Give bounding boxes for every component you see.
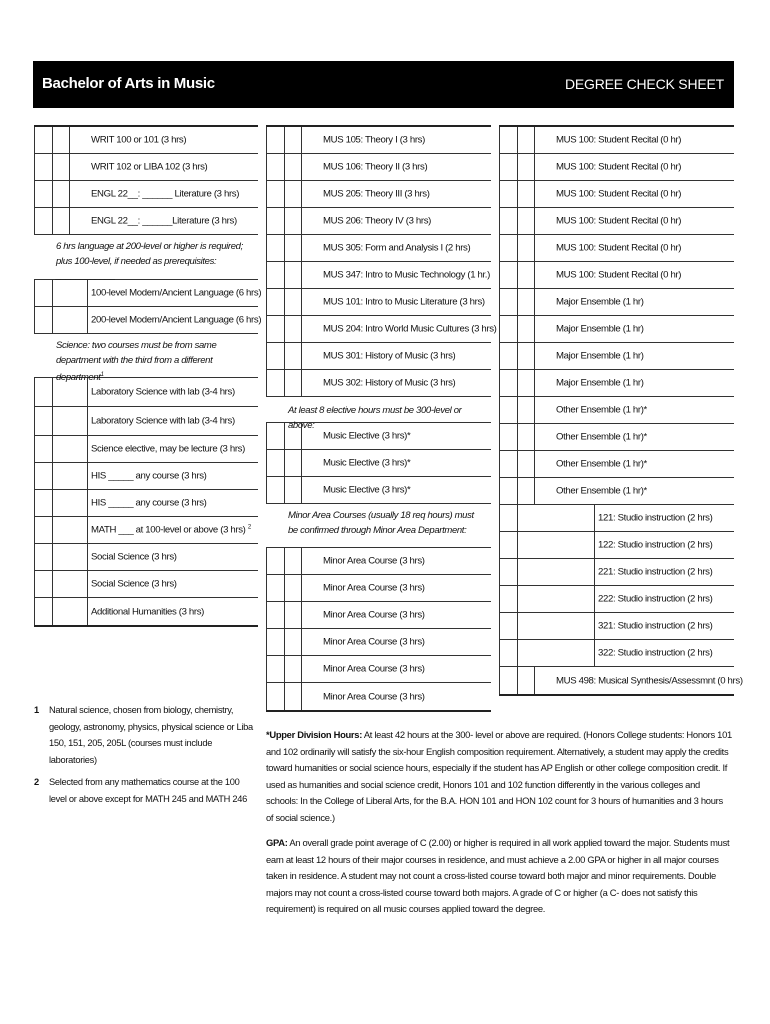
checkbox[interactable] (266, 289, 284, 315)
music-core-column (266, 125, 497, 712)
course-row[interactable]: Science elective, may be lecture (3 hrs) (34, 436, 258, 463)
checkbox[interactable] (52, 407, 88, 435)
checkbox[interactable] (499, 505, 517, 531)
checkbox[interactable] (52, 571, 88, 597)
course-row[interactable]: 122: Studio instruction (2 hrs) (499, 532, 734, 559)
checkbox[interactable] (284, 316, 302, 342)
course-row[interactable]: 221: Studio instruction (2 hrs) (499, 559, 734, 586)
checkbox[interactable] (34, 517, 52, 543)
checkbox[interactable] (499, 424, 517, 450)
checkbox[interactable] (284, 343, 302, 369)
checkbox[interactable] (266, 154, 284, 180)
course-row[interactable]: WRIT 100 or 101 (3 hrs) (34, 127, 258, 154)
checkbox[interactable] (266, 181, 284, 207)
checkbox[interactable] (517, 613, 595, 639)
checkbox[interactable] (52, 544, 88, 570)
checkbox[interactable] (266, 343, 284, 369)
course-row[interactable]: MUS 205: Theory III (3 hrs) (266, 181, 491, 208)
checkbox[interactable] (517, 586, 595, 612)
checkbox[interactable] (52, 181, 70, 207)
course-row[interactable]: MUS 100: Student Recital (0 hr) (499, 208, 734, 235)
course-row[interactable]: ENGL 22__: ______ Literature (3 hrs) (34, 181, 258, 208)
checkbox[interactable] (34, 490, 52, 516)
checkbox[interactable] (266, 602, 284, 628)
course-row[interactable]: Music Elective (3 hrs)* (266, 423, 491, 450)
sheet-label: DEGREE CHECK SHEET (565, 76, 724, 92)
checkbox[interactable] (34, 378, 52, 406)
checkbox[interactable] (266, 262, 284, 288)
checkbox[interactable] (34, 463, 52, 489)
performance-column (499, 125, 743, 696)
course-row[interactable]: MUS 498: Musical Synthesis/Assessmnt (0 hrs) (499, 667, 734, 694)
checkbox[interactable] (517, 478, 535, 504)
checkbox[interactable] (34, 280, 52, 306)
checkbox[interactable] (517, 370, 535, 396)
checkbox[interactable] (266, 423, 284, 449)
checkbox[interactable] (52, 280, 88, 306)
checkbox[interactable] (517, 505, 595, 531)
checkbox[interactable] (284, 181, 302, 207)
checkbox[interactable] (499, 370, 517, 396)
checkbox[interactable] (34, 598, 52, 625)
course-row[interactable]: Major Ensemble (1 hr) (499, 289, 734, 316)
checkbox[interactable] (499, 667, 517, 694)
checkbox[interactable] (34, 307, 52, 333)
checkbox[interactable] (499, 208, 517, 234)
checkbox[interactable] (517, 397, 535, 423)
course-row[interactable]: MUS 204: Intro World Music Cultures (3 hrs) (266, 316, 491, 343)
checkbox[interactable] (284, 154, 302, 180)
course-row[interactable]: Music Elective (3 hrs)* (266, 477, 491, 504)
minor-note: Minor Area Courses (usually 18 req hours) must be confirmed through Minor Area Department: (266, 504, 491, 548)
checkbox[interactable] (284, 656, 302, 682)
checkbox[interactable] (284, 548, 302, 574)
checkbox[interactable] (34, 208, 52, 234)
gpa-note: GPA: An overall grade point average of C (2.00) or higher is required in all work applied toward the major. Students must earn at least 12 hours of their major courses in residence, and must achieve a 2.00 GPA or higher in all major courses taken in residence. A student may not count a cross-listed course toward both major and minor requirements. Double majors may not count a cross-listed course toward both majors. A grade of C or higher (a C- does not satisfy this requirement) is required on all music courses applied toward the degree. (266, 837, 730, 914)
course-row[interactable]: Minor Area Course (3 hrs) (266, 602, 491, 629)
course-row[interactable]: MUS 101: Intro to Music Literature (3 hrs) (266, 289, 491, 316)
checkbox[interactable] (499, 262, 517, 288)
checkbox[interactable] (52, 154, 70, 180)
checkbox[interactable] (499, 181, 517, 207)
checkbox[interactable] (284, 208, 302, 234)
checkbox[interactable] (266, 235, 284, 261)
course-row[interactable]: MUS 206: Theory IV (3 hrs) (266, 208, 491, 235)
checkbox[interactable] (517, 640, 595, 666)
language-note: 6 hrs language at 200-level or higher is required; plus 100-level, if needed as prerequisites: ____________ (34, 235, 258, 280)
checkbox[interactable] (517, 424, 535, 450)
course-row[interactable]: MUS 301: History of Music (3 hrs) (266, 343, 491, 370)
course-row[interactable]: MUS 106: Theory II (3 hrs) (266, 154, 491, 181)
course-row[interactable]: Other Ensemble (1 hr)* (499, 424, 734, 451)
checkbox[interactable] (499, 613, 517, 639)
checkbox[interactable] (499, 451, 517, 477)
checkbox[interactable] (34, 127, 52, 153)
checkbox[interactable] (517, 289, 535, 315)
course-row[interactable]: Minor Area Course (3 hrs) (266, 575, 491, 602)
course-row[interactable]: MUS 100: Student Recital (0 hr) (499, 262, 734, 289)
course-row[interactable]: HIS _____ any course (3 hrs) (34, 490, 258, 517)
course-row[interactable]: Major Ensemble (1 hr) (499, 343, 734, 370)
footnote: 1 Natural science, chosen from biology, chemistry, geology, astronomy, physics, physical science or Liba 150, 151, 205, 205L (courses must include laboratories) (34, 705, 253, 765)
checkbox[interactable] (34, 154, 52, 180)
checkbox[interactable] (34, 407, 52, 435)
checkbox[interactable] (34, 181, 52, 207)
checkbox[interactable] (499, 397, 517, 423)
checkbox[interactable] (499, 127, 517, 153)
checkbox[interactable] (517, 532, 595, 558)
course-row[interactable]: Laboratory Science with lab (3-4 hrs) (34, 378, 258, 407)
checkbox[interactable] (517, 154, 535, 180)
course-row[interactable]: Minor Area Course (3 hrs) (266, 656, 491, 683)
checkbox[interactable] (499, 289, 517, 315)
course-row[interactable]: Additional Humanities (3 hrs) (34, 598, 258, 625)
checkbox[interactable] (266, 656, 284, 682)
checkbox[interactable] (266, 629, 284, 655)
checkbox[interactable] (284, 370, 302, 396)
checkbox[interactable] (266, 477, 284, 503)
checkbox[interactable] (34, 436, 52, 462)
course-row[interactable]: 222: Studio instruction (2 hrs) (499, 586, 734, 613)
checkbox[interactable] (34, 571, 52, 597)
course-row[interactable]: 321: Studio instruction (2 hrs) (499, 613, 734, 640)
course-row[interactable]: MUS 105: Theory I (3 hrs) (266, 127, 491, 154)
checkbox[interactable] (499, 478, 517, 504)
checkbox[interactable] (284, 289, 302, 315)
course-row[interactable]: 100-level Modern/Ancient Language (6 hrs) (34, 280, 258, 307)
footnote: 2 Selected from any mathematics course at the 100 level or above except for MATH 245 and MATH 246 (34, 777, 247, 804)
checkbox[interactable] (52, 378, 88, 406)
checkbox[interactable] (266, 575, 284, 601)
course-row[interactable]: MATH ___ at 100-level or above (3 hrs) $^2$ (34, 517, 258, 544)
checkbox[interactable] (517, 559, 595, 585)
course-row[interactable]: HIS _____ any course (3 hrs) (34, 463, 258, 490)
course-row[interactable]: MUS 305: Form and Analysis I (2 hrs) (266, 235, 491, 262)
course-row[interactable]: MUS 100: Student Recital (0 hr) (499, 127, 734, 154)
course-row[interactable]: Laboratory Science with lab (3-4 hrs) (34, 407, 258, 436)
checkbox[interactable] (52, 208, 70, 234)
course-row[interactable]: Music Elective (3 hrs)* (266, 450, 491, 477)
course-row[interactable]: Social Science (3 hrs) (34, 544, 258, 571)
course-row[interactable]: Social Science (3 hrs) (34, 571, 258, 598)
course-row[interactable]: Other Ensemble (1 hr)* (499, 478, 734, 505)
header-banner (33, 61, 734, 108)
checkbox[interactable] (284, 262, 302, 288)
checkbox[interactable] (52, 127, 70, 153)
upper-division-note: *Upper Division Hours: At least 42 hours at the 300- level or above are required. (Honors College students: Honors 101 and 102 ordinarily will satisfy the six-hour English composition requirement. Alternatively, a student may apply the credits toward humanities or social science hours, especially if the student has AP English or other college composition credit. If used as humanities and social science credit, Honors 101 and 102 function differently in the various colleges and schools: In the College of Liberal Arts, for the B.A. HON 101 and HON 102 count for 3 hours of humanities and 3 hours of social science.) (266, 729, 732, 823)
checkbox[interactable] (284, 450, 302, 476)
checkbox[interactable] (499, 640, 517, 666)
checkbox[interactable] (34, 544, 52, 570)
checkbox[interactable] (517, 451, 535, 477)
checkbox[interactable] (52, 436, 88, 462)
checkbox[interactable] (284, 629, 302, 655)
checkbox[interactable] (499, 559, 517, 585)
checkbox[interactable] (52, 517, 88, 543)
checkbox[interactable] (517, 262, 535, 288)
checkbox[interactable] (266, 127, 284, 153)
checkbox[interactable] (499, 343, 517, 369)
course-row[interactable]: WRIT 102 or LIBA 102 (3 hrs) (34, 154, 258, 181)
course-row[interactable]: Minor Area Course (3 hrs) (266, 683, 491, 710)
course-row[interactable]: MUS 347: Intro to Music Technology (1 hr.) (266, 262, 491, 289)
checkbox[interactable] (284, 235, 302, 261)
course-row[interactable]: 200-level Modern/Ancient Language (6 hrs) (34, 307, 258, 334)
course-row[interactable]: Other Ensemble (1 hr)* (499, 397, 734, 424)
course-row[interactable]: MUS 100: Student Recital (0 hr) (499, 235, 734, 262)
course-row[interactable]: ENGL 22__: ______Literature (3 hrs) (34, 208, 258, 235)
course-row[interactable]: MUS 100: Student Recital (0 hr) (499, 154, 734, 181)
checkbox[interactable] (517, 667, 535, 694)
course-row[interactable]: Major Ensemble (1 hr) (499, 316, 734, 343)
course-row[interactable]: 121: Studio instruction (2 hrs) (499, 505, 734, 532)
checkbox[interactable] (517, 343, 535, 369)
course-row[interactable]: 322: Studio instruction (2 hrs) (499, 640, 734, 667)
checkbox[interactable] (266, 370, 284, 396)
checkbox[interactable] (52, 463, 88, 489)
checkbox[interactable] (284, 575, 302, 601)
elective-note: At least 8 elective hours must be 300-level or above: (266, 397, 491, 423)
checkbox[interactable] (266, 683, 284, 710)
checkbox[interactable] (284, 127, 302, 153)
checkbox[interactable] (517, 235, 535, 261)
checkbox[interactable] (499, 154, 517, 180)
checkbox[interactable] (52, 490, 88, 516)
checkbox[interactable] (499, 586, 517, 612)
checkbox[interactable] (284, 423, 302, 449)
checkbox[interactable] (52, 598, 88, 625)
checkbox[interactable] (517, 316, 535, 342)
course-row[interactable]: Minor Area Course (3 hrs) (266, 629, 491, 656)
checkbox[interactable] (266, 208, 284, 234)
checkbox[interactable] (517, 181, 535, 207)
requirements-notes (266, 727, 732, 927)
science-note: Science: two courses must be from same department with the third from a different department$^1$ (34, 334, 258, 378)
course-row[interactable]: Major Ensemble (1 hr) (499, 370, 734, 397)
checkbox[interactable] (266, 316, 284, 342)
course-row[interactable]: Other Ensemble (1 hr)* (499, 451, 734, 478)
checkbox[interactable] (266, 548, 284, 574)
course-row[interactable]: MUS 100: Student Recital (0 hr) (499, 181, 734, 208)
checkbox[interactable] (517, 208, 535, 234)
general-education-column (34, 125, 262, 627)
checkbox[interactable] (517, 127, 535, 153)
course-row[interactable]: Minor Area Course (3 hrs) (266, 548, 491, 575)
checkbox[interactable] (499, 316, 517, 342)
footnotes (34, 702, 254, 813)
checkbox[interactable] (284, 477, 302, 503)
checkbox[interactable] (284, 602, 302, 628)
checkbox[interactable] (52, 307, 88, 333)
checkbox[interactable] (499, 532, 517, 558)
checkbox[interactable] (284, 683, 302, 710)
checkbox[interactable] (266, 450, 284, 476)
checkbox[interactable] (499, 235, 517, 261)
course-row[interactable]: MUS 302: History of Music (3 hrs) (266, 370, 491, 397)
degree-title: Bachelor of Arts in Music (42, 75, 215, 92)
